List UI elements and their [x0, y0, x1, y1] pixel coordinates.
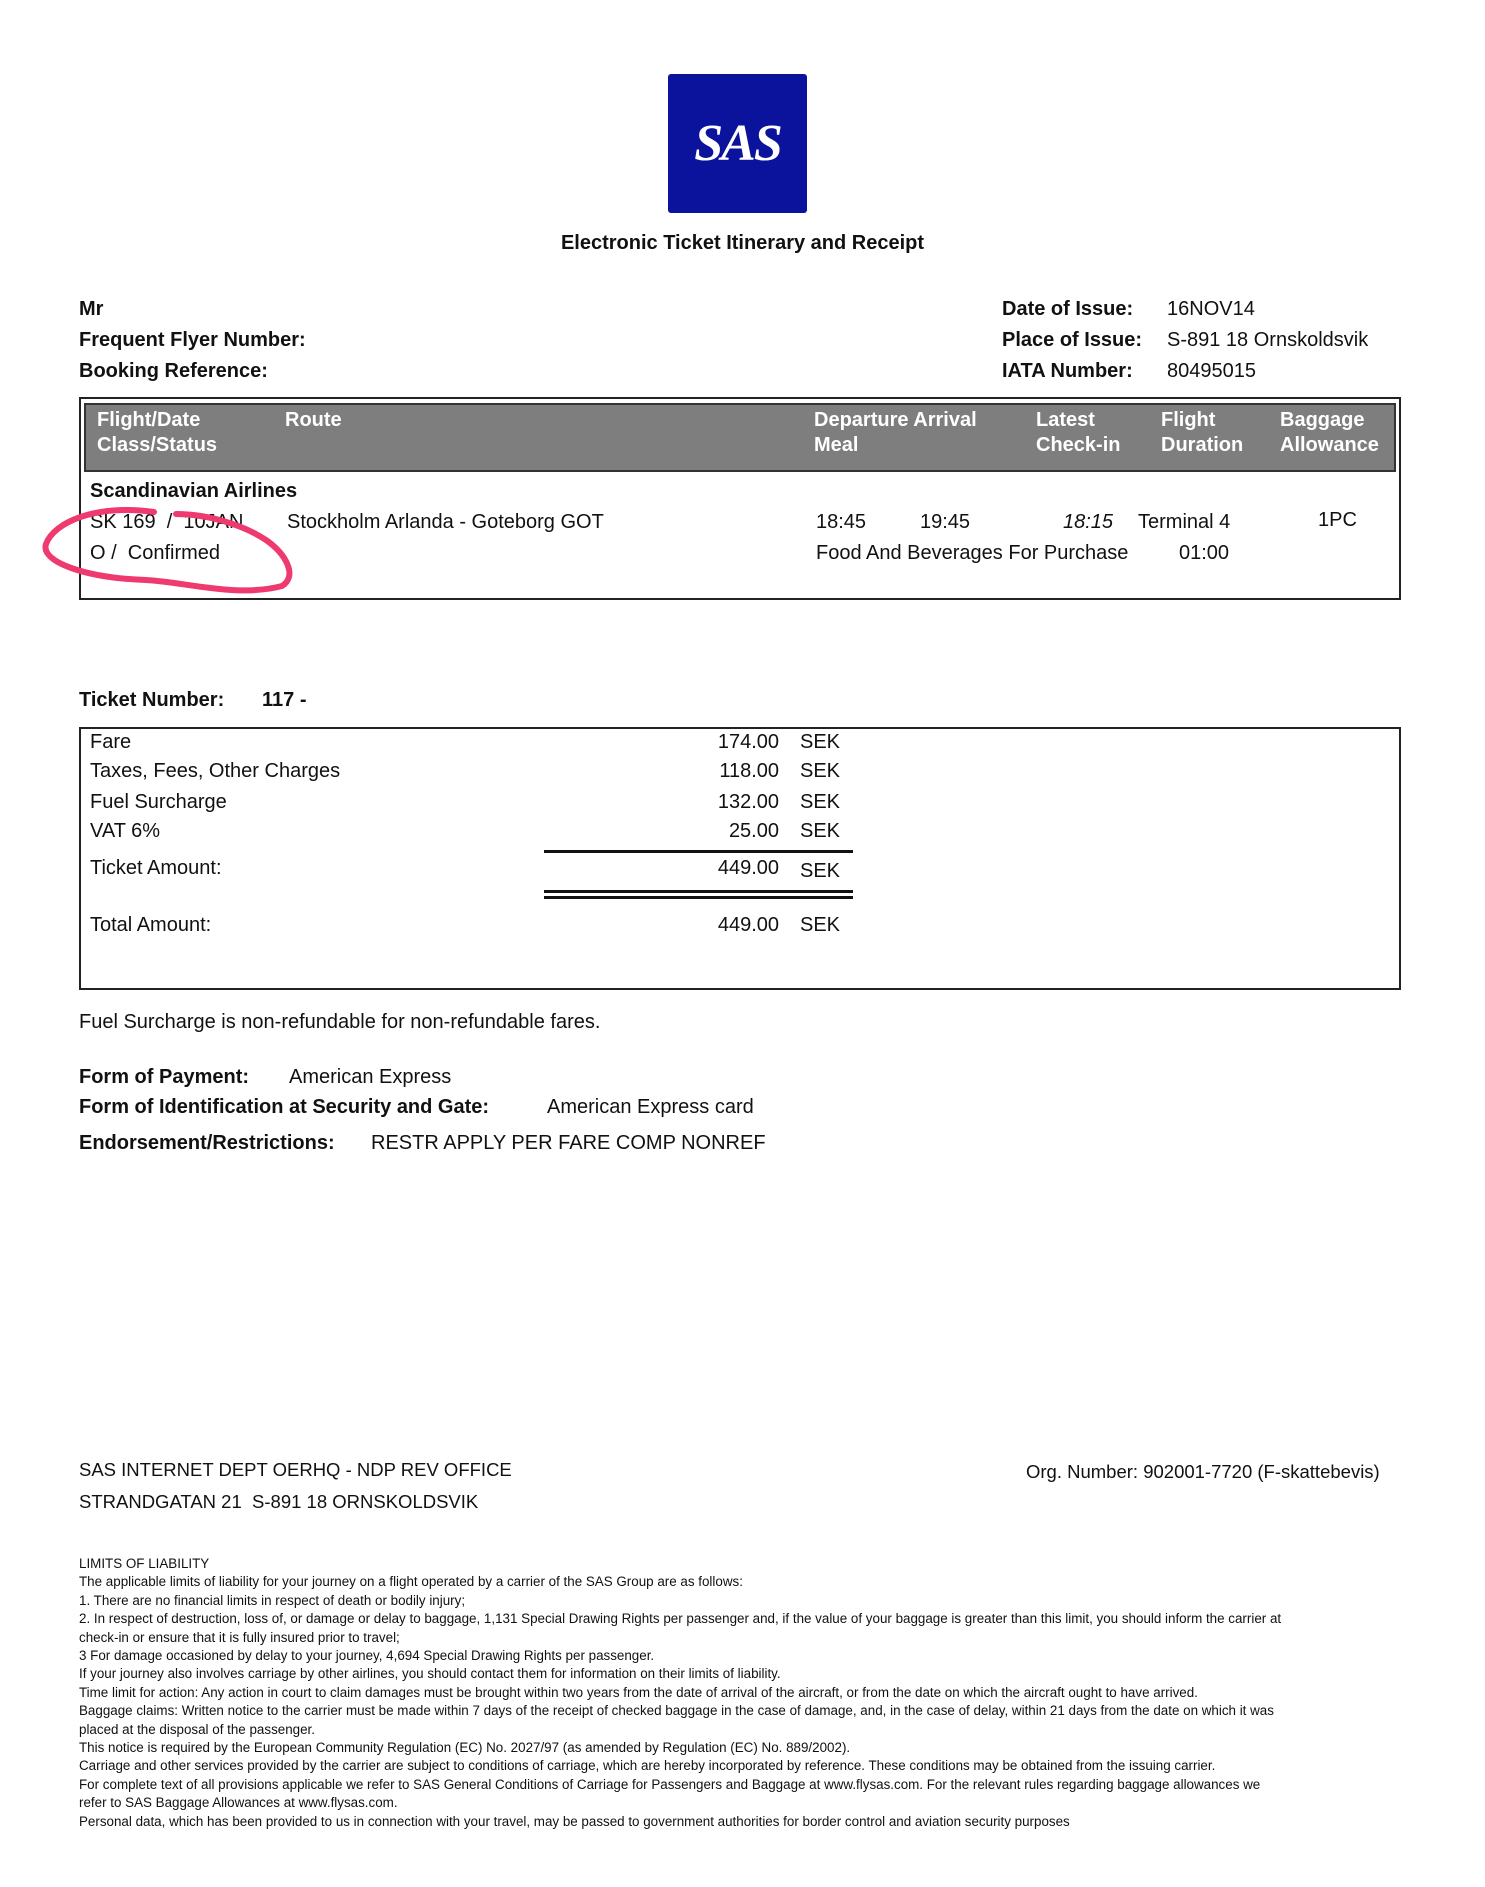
header-duration: Duration	[1161, 434, 1244, 456]
departure-time: 18:45	[816, 511, 867, 533]
office-name: SAS INTERNET DEPT OERHQ - NDP REV OFFICE	[79, 1459, 512, 1480]
highlight-circle-stroke	[45, 510, 289, 590]
total-amount-label: Total Amount:	[90, 914, 212, 936]
ticket-amount-currency: SEK	[800, 860, 841, 882]
org-number: Org. Number: 902001-7720 (F-skattebevis)	[1026, 1461, 1380, 1482]
iata-number-label: IATA Number:	[1002, 360, 1133, 382]
airline-name: Scandinavian Airlines	[90, 480, 298, 502]
header-baggage: Baggage	[1280, 409, 1365, 431]
liability-line: refer to SAS Baggage Allowances at www.flysas.com.	[79, 1795, 398, 1811]
flight-duration: 01:00	[1179, 542, 1230, 564]
arrival-time: 19:45	[920, 511, 971, 533]
fare-row-amount: 132.00	[717, 791, 779, 813]
header-latest: Latest	[1036, 409, 1095, 431]
liability-line: Carriage and other services provided by the carrier are subject to conditions of carriage, which are hereby incorporated by reference. These conditions may be obtained from the issuing carrier.	[79, 1758, 1216, 1774]
fare-row-currency: SEK	[800, 791, 841, 813]
latest-checkin-time: 18:15	[1063, 511, 1114, 533]
iata-number-value: 80495015	[1167, 360, 1256, 382]
liability-line: Time limit for action: Any action in court to claim damages must be brought within two years from the date of arrival of the aircraft, or from the date on which the aircraft ought to have arrived.	[79, 1684, 1198, 1700]
fare-row-amount: 25.00	[728, 820, 779, 842]
header-route: Route	[285, 409, 342, 431]
liability-line: 1. There are no financial limits in respect of death or bodily injury;	[79, 1592, 466, 1608]
total-amount-currency: SEK	[800, 914, 841, 936]
route: Stockholm Arlanda - Goteborg GOT	[287, 511, 604, 533]
liability-line: 3 For damage occasioned by delay to your journey, 4,694 Special Drawing Rights per passenger.	[79, 1648, 655, 1664]
terminal: Terminal 4	[1138, 511, 1231, 533]
total-double-rule-top	[544, 890, 853, 893]
total-amount-value: 449.00	[717, 914, 779, 936]
fare-row-amount: 174.00	[717, 731, 779, 753]
date-of-issue-value: 16NOV14	[1167, 298, 1255, 320]
sas-logo	[668, 74, 807, 213]
office-address: STRANDGATAN 21 S-891 18 ORNSKOLDSVIK	[79, 1491, 479, 1512]
form-of-payment-label: Form of Payment:	[79, 1066, 250, 1088]
header-check-in: Check-in	[1036, 434, 1121, 456]
sas-logo-text: SAS	[694, 115, 781, 172]
header-departure-arrival: Departure Arrival	[814, 409, 977, 431]
meal: Food And Beverages For Purchase	[816, 542, 1129, 564]
frequent-flyer-label: Frequent Flyer Number:	[79, 329, 306, 351]
subtotal-rule	[544, 850, 853, 853]
passenger-name-label: Mr	[79, 298, 104, 320]
form-of-identification-value: American Express card	[547, 1096, 754, 1118]
form-of-identification-label: Form of Identification at Security and Gate:	[79, 1096, 490, 1118]
form-of-payment-value: American Express	[289, 1066, 452, 1088]
liability-line: Baggage claims: Written notice to the carrier must be made within 7 days of the receipt of checked baggage in the case of damage, and, in the case of delay, within 21 days from the date on which it was	[79, 1703, 1274, 1719]
baggage-allowance: 1PC	[1318, 509, 1357, 531]
ticket-number-label: Ticket Number:	[79, 689, 225, 711]
fare-row-currency: SEK	[800, 820, 841, 842]
liability-line: Personal data, which has been provided to us in connection with your travel, may be passed to government authorities for border control and aviation security purposes	[79, 1813, 1070, 1829]
highlight-circle-annotation	[36, 500, 298, 600]
fare-row-currency: SEK	[800, 731, 841, 753]
flight-number-date: SK 169 / 10JAN	[90, 511, 244, 533]
total-double-rule-bottom	[544, 896, 853, 899]
document-title: Electronic Ticket Itinerary and Receipt	[560, 232, 925, 254]
fare-row-label: VAT 6%	[90, 820, 161, 842]
liability-line: check-in or ensure that it is fully insured prior to travel;	[79, 1629, 400, 1645]
liability-line: This notice is required by the European Community Regulation (EC) No. 2027/97 (as amended by Regulation (EC) No. 889/2002).	[79, 1740, 851, 1756]
fuel-surcharge-note: Fuel Surcharge is non-refundable for non-refundable fares.	[79, 1011, 601, 1033]
liability-line: placed at the disposal of the passenger.	[79, 1721, 315, 1737]
liability-line: The applicable limits of liability for your journey on a flight operated by a carrier of the SAS Group are as follows:	[79, 1574, 743, 1590]
header-meal: Meal	[814, 434, 859, 456]
fare-row-label: Fare	[90, 731, 132, 753]
liability-line: For complete text of all provisions applicable we refer to SAS General Conditions of Carriage for Passengers and Baggage at www.flysas.com. For the relevant rules regarding baggage allowances we	[79, 1776, 1261, 1792]
class-status: O / Confirmed	[90, 542, 221, 564]
header-class-status: Class/Status	[97, 434, 218, 456]
ticket-amount-label: Ticket Amount:	[90, 857, 222, 879]
fare-row-label: Fuel Surcharge	[90, 791, 227, 813]
place-of-issue-value: S-891 18 Ornskoldsvik	[1167, 329, 1369, 351]
limits-of-liability	[79, 1555, 1409, 1831]
liability-line: LIMITS OF LIABILITY	[79, 1556, 210, 1571]
place-of-issue-label: Place of Issue:	[1002, 329, 1143, 351]
header-allowance: Allowance	[1280, 434, 1379, 456]
ticket-number-value: 117 -	[262, 689, 307, 711]
booking-reference-label: Booking Reference:	[79, 360, 268, 382]
fare-row-amount: 118.00	[719, 760, 779, 782]
header-flight-date: Flight/Date	[97, 409, 201, 431]
fare-row-label: Taxes, Fees, Other Charges	[90, 760, 341, 782]
endorsement-value: RESTR APPLY PER FARE COMP NONREF	[371, 1132, 766, 1154]
ticket-amount-value: 449.00	[717, 857, 779, 879]
header-flight: Flight	[1161, 409, 1216, 431]
endorsement-label: Endorsement/Restrictions:	[79, 1132, 335, 1154]
fare-row-currency: SEK	[800, 760, 841, 782]
liability-line: 2. In respect of destruction, loss of, or damage or delay to baggage, 1,131 Special Drawing Rights per passenger and, if the value of your baggage is greater than this limit, you should inform the carrier at	[79, 1611, 1282, 1627]
date-of-issue-label: Date of Issue:	[1002, 298, 1134, 320]
liability-line: If your journey also involves carriage by other airlines, you should contact them for information on their limits of liability.	[79, 1666, 781, 1682]
